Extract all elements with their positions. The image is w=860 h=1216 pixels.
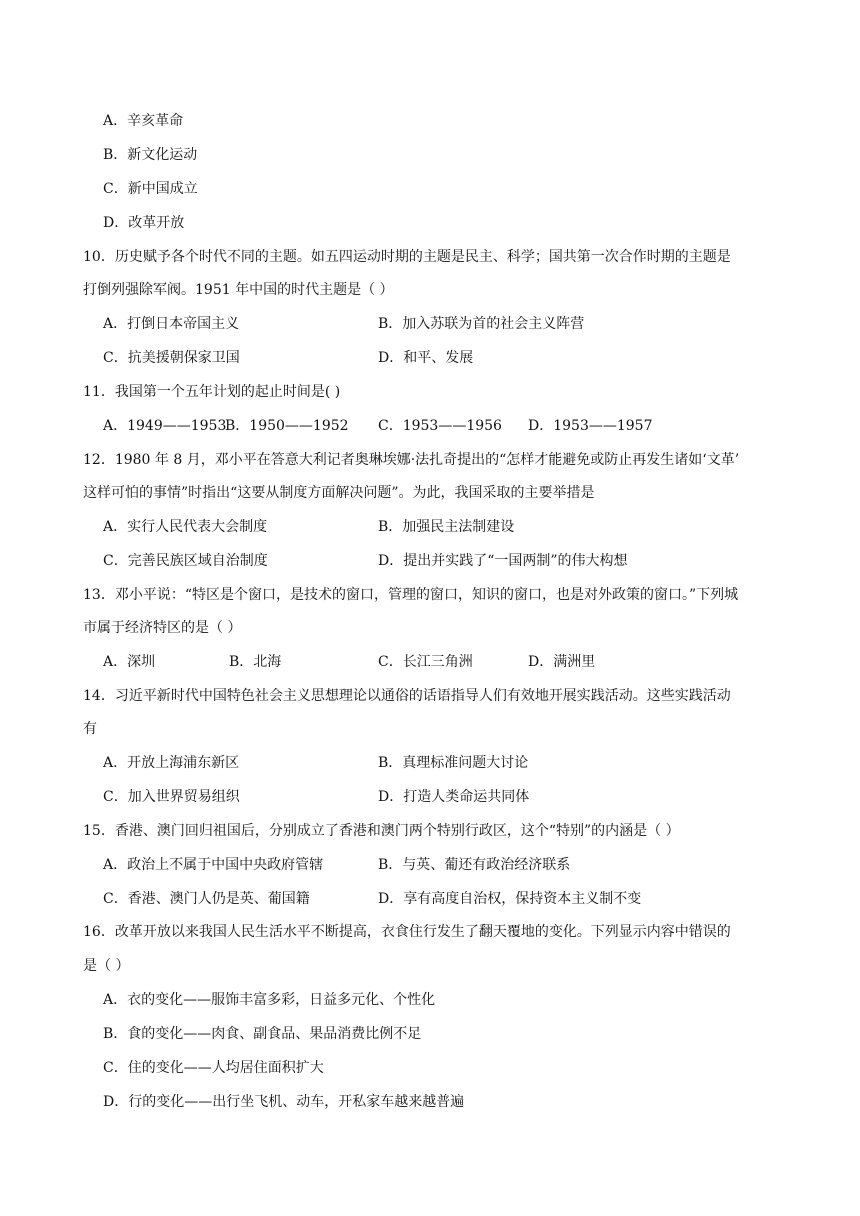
q10-option-b: B．加入苏联为首的社会主义阵营 — [378, 316, 585, 332]
q9-option-b: B．新文化运动 — [103, 147, 198, 163]
q13-stem-line1: 13．邓小平说：“特区是个窗口，是技术的窗口，管理的窗口，知识的窗口，也是对外政策的窗口。”下列城 — [83, 587, 739, 603]
q11-option-d: D．1953——1957 — [528, 418, 653, 434]
q16-option-c: C．住的变化——人均居住面积扩大 — [103, 1060, 324, 1076]
q10-option-a: A．打倒日本帝国主义 — [103, 316, 240, 332]
q11-option-a: A．1949——1953 — [103, 418, 227, 434]
q12-option-b: B．加强民主法制建设 — [378, 519, 515, 535]
q13-option-a: A．深圳 — [103, 654, 156, 670]
q14-stem-line1: 14．习近平新时代中国特色社会主义思想理论以通俗的话语指导人们有效地开展实践活动。这些实践活动 — [83, 688, 731, 704]
q10-option-c: C．抗美援朝保家卫国 — [103, 350, 240, 366]
q14-option-d: D．打造人类命运共同体 — [378, 789, 530, 805]
q14-option-c: C．加入世界贸易组织 — [103, 789, 240, 805]
q12-option-d: D．提出并实践了“一国两制”的伟大构想 — [378, 553, 628, 569]
q12-option-c: C．完善民族区域自治制度 — [103, 553, 268, 569]
q16-option-d: D．行的变化——出行坐飞机、动车，开私家车越来越普遍 — [103, 1094, 465, 1110]
q15-option-d: D．享有高度自治权，保持资本主义制不变 — [378, 891, 642, 907]
q9-option-d: D．改革开放 — [103, 215, 185, 231]
q13-stem-line2: 市属于经济特区的是（ ） — [83, 620, 242, 636]
q12-stem-line2: 这样可怕的事情”时指出“这要从制度方面解决问题”。为此，我国采取的主要举措是 — [83, 485, 595, 501]
q9-option-c: C．新中国成立 — [103, 181, 198, 197]
q9-option-a: A．辛亥革命 — [103, 113, 184, 129]
q11-option-c: C．1953——1956 — [378, 418, 502, 434]
q16-option-b: B．食的变化——肉食、副食品、果品消费比例不足 — [103, 1026, 422, 1042]
q10-stem-line1: 10．历史赋予各个时代不同的主题。如五四运动时期的主题是民主、科学；国共第一次合作时期的主题是 — [83, 249, 731, 265]
q13-option-d: D．满洲里 — [528, 654, 596, 670]
q14-option-b: B．真理标准问题大讨论 — [378, 755, 529, 771]
q14-option-a: A．开放上海浦东新区 — [103, 755, 240, 771]
q15-option-c: C．香港、澳门人仍是英、葡国籍 — [103, 891, 310, 907]
q11-option-b: B．1950——1952 — [225, 418, 349, 434]
q11-stem-line1: 11．我国第一个五年计划的起止时间是( ) — [83, 384, 341, 400]
q15-option-b: B．与英、葡还有政治经济联系 — [378, 857, 571, 873]
q10-stem-line2: 打倒列强除军阀。1951 年中国的时代主题是（ ） — [83, 282, 394, 298]
q14-stem-line2: 有 — [83, 721, 97, 737]
q15-option-a: A．政治上不属于中国中央政府管辖 — [103, 857, 324, 873]
q16-stem-line1: 16．改革开放以来我国人民生活水平不断提高，衣食住行发生了翻天覆地的变化。下列显示内容中错误的 — [83, 924, 731, 940]
q12-option-a: A．实行人民代表大会制度 — [103, 519, 268, 535]
q16-stem-line2: 是（ ） — [83, 958, 130, 974]
q10-option-d: D．和平、发展 — [378, 350, 474, 366]
q13-option-c: C．长江三角洲 — [378, 654, 473, 670]
q16-option-a: A．衣的变化——服饰丰富多彩，日益多元化、个性化 — [103, 992, 436, 1008]
q15-stem-line1: 15．香港、澳门回归祖国后，分别成立了香港和澳门两个特别行政区，这个“特别”的内涵是（ ） — [83, 823, 680, 839]
q13-option-b: B．北海 — [229, 654, 282, 670]
q12-stem-line1: 12．1980 年 8 月，邓小平在答意大利记者奥琳埃娜·法扎奇提出的“怎样才能避免或防止再发生诸如‘文革’ — [83, 452, 740, 468]
